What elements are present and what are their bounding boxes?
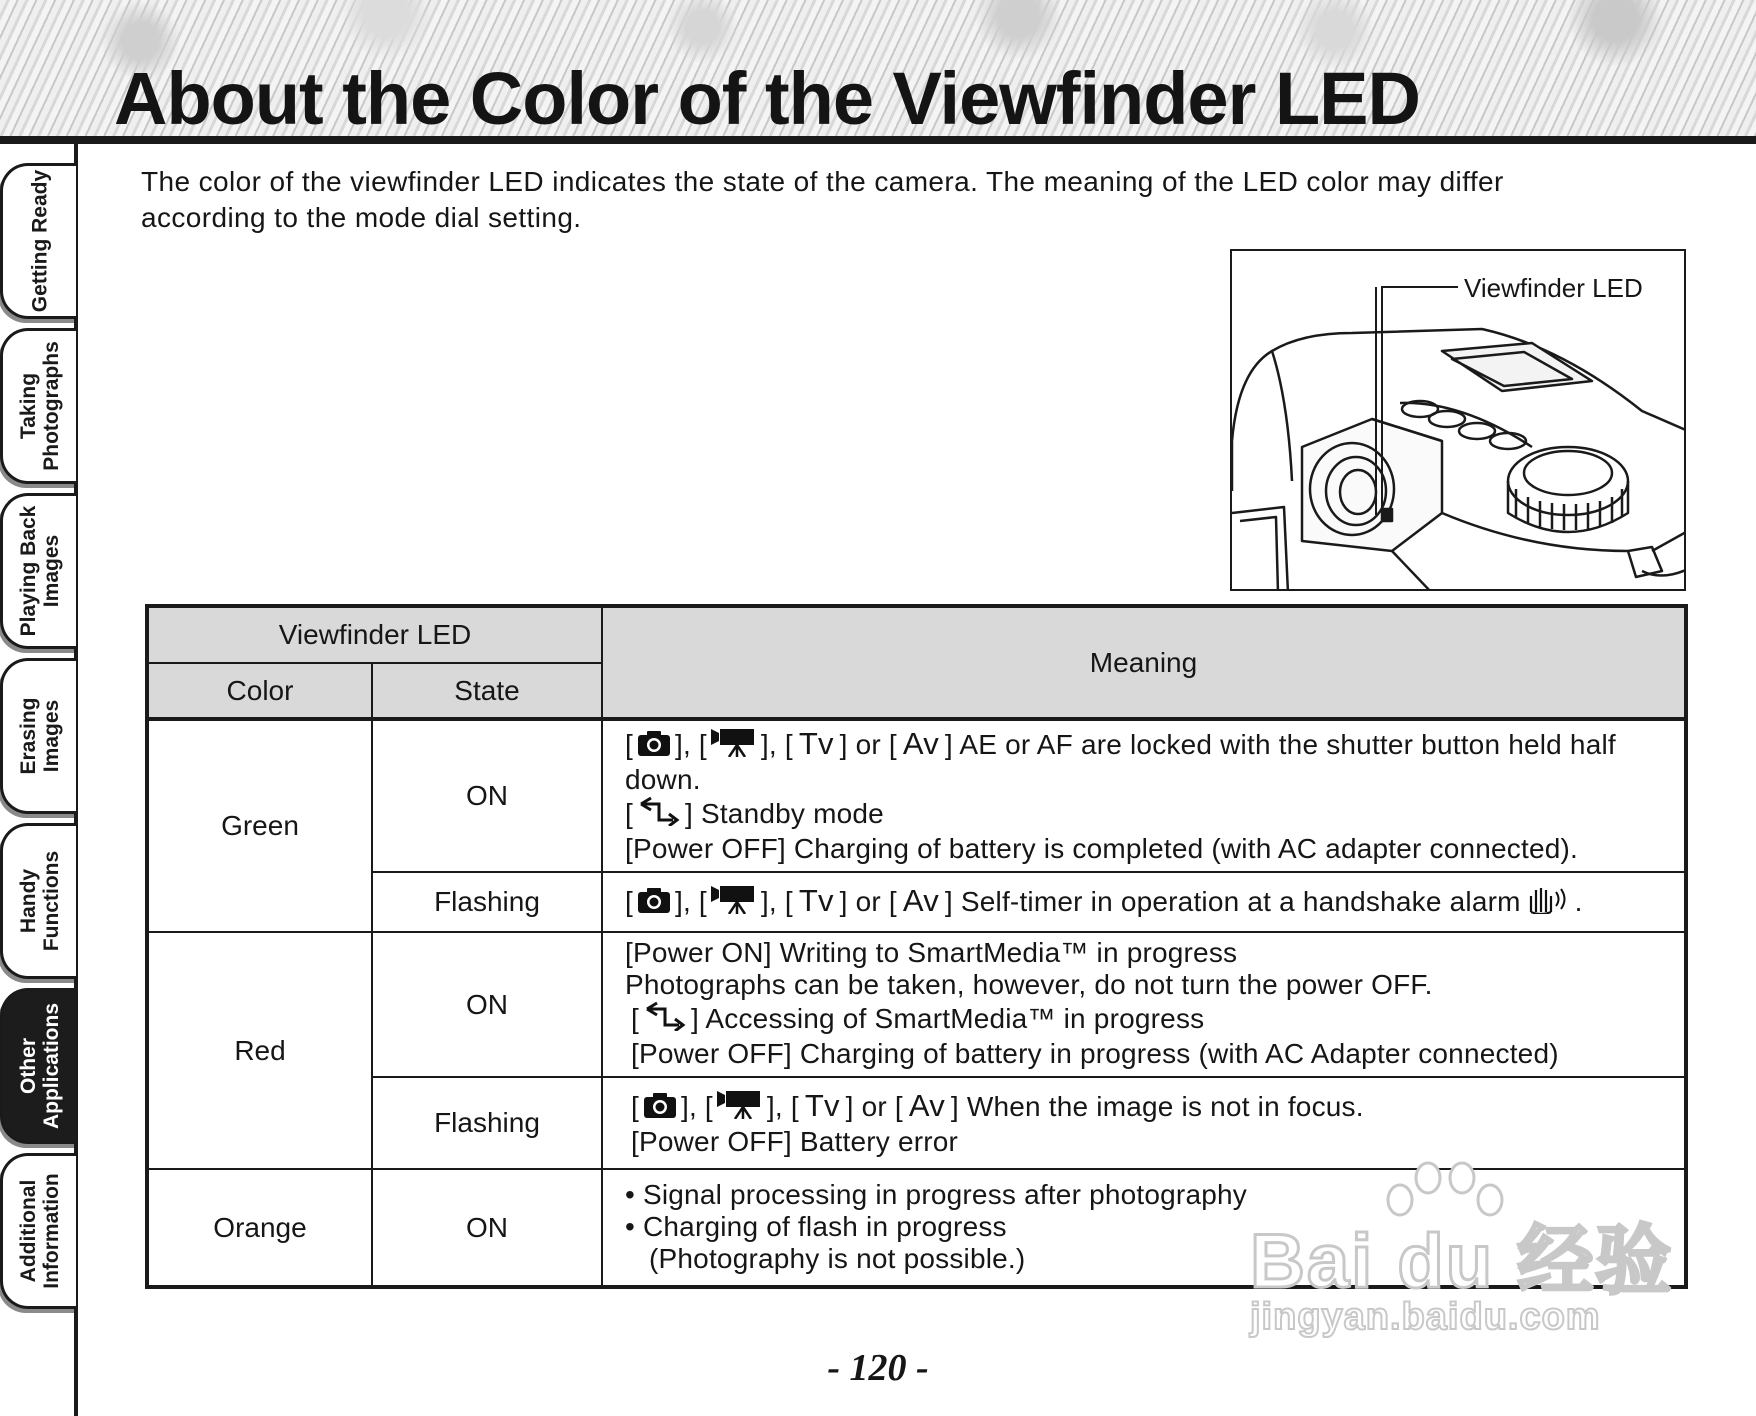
movie-camera-icon [711, 725, 757, 764]
camera-icon [643, 1091, 677, 1126]
bullet-dot: • [625, 1210, 643, 1242]
page-number: - 120 - [827, 1347, 929, 1389]
watermark-domain: jingyan.baidu.com [1250, 1296, 1601, 1338]
cell-meaning [602, 872, 1686, 932]
tab-label: Handy Functions [16, 850, 63, 952]
baidu-watermark [1250, 1160, 1674, 1350]
tab-label: Erasing Images [16, 697, 63, 775]
meaning-line: [Power ON] Writing to SmartMedia™ in progress [625, 937, 1238, 968]
meaning-line: Photographs can be taken, however, do not turn the power OFF. [625, 969, 1433, 1000]
meaning-text: . [1574, 885, 1583, 917]
meaning-text: ] When the image is not in focus. [950, 1090, 1364, 1122]
tab-playing-back-images[interactable] [0, 493, 76, 649]
tab-label: Additional Information [16, 1173, 63, 1289]
av-mode-label: Av [902, 726, 939, 761]
separator: ], [ [760, 729, 793, 760]
playback-icon [643, 1001, 687, 1038]
cell-meaning [602, 1077, 1686, 1169]
cell-state: ON [372, 719, 602, 872]
cell-meaning [602, 932, 1686, 1077]
separator: ], [ [674, 729, 707, 760]
tab-label: Playing Back Images [16, 505, 63, 637]
cell-color-green: Green [147, 719, 372, 932]
tab-erasing-images[interactable] [0, 658, 76, 814]
separator: ], [ [680, 1090, 713, 1122]
cell-color-orange: Orange [147, 1169, 372, 1287]
separator: ] or [ [839, 729, 897, 760]
bullet-continuation: (Photography is not possible.) [649, 1242, 1026, 1274]
table-row [147, 932, 1686, 1077]
tab-label: Getting Ready [28, 169, 51, 313]
meaning-line: [ ], [ ], [ Tv ] or [ Av ] Self-timer in operation at a handshake alarm . [625, 882, 1676, 921]
playback-icon [637, 796, 681, 833]
meaning-text: ] AE or AF are locked with the shutter button held half down. [625, 729, 1616, 795]
tab-other-applications[interactable] [0, 988, 76, 1144]
tab-getting-ready[interactable] [0, 163, 76, 319]
tab-taking-photographs[interactable] [0, 328, 76, 484]
handshake-alarm-icon [1525, 884, 1571, 921]
camera-illustration [1230, 249, 1686, 591]
camera-icon [637, 729, 671, 764]
cell-color-red: Red [147, 932, 372, 1169]
meaning-line: [ ] Standby mode [625, 796, 1676, 833]
tab-label: Taking Photographs [16, 341, 63, 471]
meaning-text: Charging of flash in progress [642, 1210, 1007, 1242]
watermark-logo: Bai du 经验 [1250, 1219, 1674, 1304]
table-row [147, 1077, 1686, 1169]
camera-icon [637, 886, 671, 921]
header-meaning: Meaning [602, 606, 1686, 719]
tab-label: Other Applications [16, 1003, 63, 1130]
header-state: State [372, 663, 602, 719]
tab-handy-functions[interactable] [0, 823, 76, 979]
meaning-text: ] Self-timer in operation at a handshake alarm [944, 885, 1521, 917]
av-mode-label: Av [902, 882, 939, 918]
table-row [147, 719, 1686, 872]
cell-state: Flashing [372, 872, 602, 932]
separator: ] or [ [839, 885, 897, 917]
movie-camera-icon [711, 882, 757, 921]
bullet-dot: • [625, 1178, 643, 1210]
separator: ], [ [760, 885, 793, 917]
cell-state: ON [372, 1169, 602, 1287]
meaning-line: [Power OFF] Battery error [631, 1125, 959, 1157]
tv-mode-label: Tv [804, 1087, 840, 1123]
meaning-text: ] Accessing of SmartMedia™ in progress [690, 1003, 1205, 1034]
cell-meaning [602, 719, 1686, 872]
viewfinder-led-callout: Viewfinder LED [1464, 273, 1643, 303]
movie-camera-icon [717, 1087, 763, 1126]
separator: ], [ [674, 885, 707, 917]
av-mode-label: Av [908, 1087, 945, 1123]
table-row [147, 872, 1686, 932]
tab-additional-information[interactable] [0, 1153, 76, 1309]
cell-state: ON [372, 932, 602, 1077]
intro-text: The color of the viewfinder LED indicates the state of the camera. The meaning of the LED color may differ according to the mode dial setting. [141, 166, 1504, 233]
cell-state: Flashing [372, 1077, 602, 1169]
tv-mode-label: Tv [798, 882, 834, 918]
header-color: Color [147, 663, 372, 719]
header-viewfinder-led: Viewfinder LED [147, 606, 602, 663]
meaning-line: [Power OFF] Charging of battery is completed (with AC adapter connected). [625, 833, 1579, 864]
meaning-line: [ ], [ ], [ Tv ] or [ Av ] AE or AF are locked with the shutter button held half down. [625, 726, 1616, 795]
page-title: About the Color of the Viewfinder LED [114, 57, 1420, 140]
meaning-text: ] Standby mode [684, 798, 884, 829]
meaning-line: [Power OFF] Charging of battery in progress (with AC Adapter connected) [631, 1038, 1559, 1069]
meaning-text: Signal processing in progress after photography [642, 1178, 1247, 1210]
separator: ], [ [766, 1090, 799, 1122]
meaning-line: [ ], [ ], [ Tv ] or [ Av ] When the image is not in focus. [625, 1087, 1676, 1126]
separator: ] or [ [845, 1090, 903, 1122]
meaning-line: [ ] Accessing of SmartMedia™ in progress [625, 1001, 1676, 1038]
tv-mode-label: Tv [798, 726, 834, 761]
